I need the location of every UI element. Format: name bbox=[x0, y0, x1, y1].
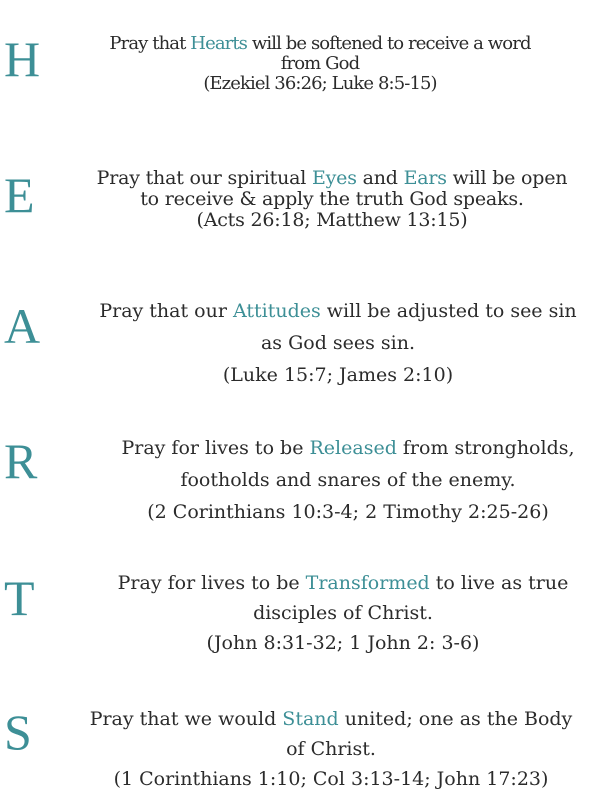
prayer-text-part: will be adjusted to see sin bbox=[320, 300, 577, 322]
prayer-text-part: to live as true bbox=[429, 572, 569, 594]
highlight-word: Ears bbox=[403, 167, 447, 189]
scripture-reference: (2 Corinthians 10:3-4; 2 Timothy 2:25-26) bbox=[147, 501, 549, 523]
scripture-reference: (Ezekiel 36:26; Luke 8:5-15) bbox=[203, 73, 437, 94]
prayer-line-2: as God sees sin. bbox=[260, 332, 416, 354]
prayer-text-part: will be softened to receive a word bbox=[247, 33, 531, 54]
scripture-reference: (John 8:31-32; 1 John 2: 3-6) bbox=[206, 632, 480, 654]
prayer-text-part: Pray for lives to be bbox=[121, 437, 310, 459]
highlight-word: Hearts bbox=[190, 33, 248, 54]
prayer-line-1 bbox=[88, 568, 598, 598]
prayer-line-1 bbox=[70, 34, 570, 54]
prayer-text bbox=[90, 432, 606, 528]
highlight-word: Released bbox=[309, 437, 397, 459]
prayer-text-part: Pray for lives to be bbox=[117, 572, 306, 594]
prayer-text-part: united; one as the Body bbox=[338, 708, 573, 730]
prayer-text bbox=[56, 704, 606, 794]
prayer-line-2: from God bbox=[280, 53, 360, 74]
acrostic-letter: S bbox=[4, 704, 32, 760]
acrostic-letter: H bbox=[4, 31, 41, 87]
highlight-word: Eyes bbox=[311, 167, 357, 189]
prayer-text-part: and bbox=[356, 167, 404, 189]
prayer-text-part: Pray that our bbox=[99, 300, 233, 322]
prayer-text-part: Pray that our spiritual bbox=[96, 167, 312, 189]
acrostic-letter: A bbox=[4, 298, 41, 354]
prayer-line-1 bbox=[68, 295, 606, 327]
prayer-line-2: footholds and snares of the enemy. bbox=[180, 469, 516, 491]
acrostic-letter: T bbox=[4, 570, 35, 626]
prayer-text bbox=[62, 168, 602, 231]
prayer-text-part: from strongholds, bbox=[396, 437, 575, 459]
highlight-word: Stand bbox=[282, 708, 339, 730]
prayer-line-1 bbox=[90, 432, 606, 464]
prayer-text bbox=[68, 295, 606, 391]
prayer-text-part: will be open bbox=[446, 167, 568, 189]
prayer-line-2: disciples of Christ. bbox=[253, 602, 433, 624]
prayer-text-part: Pray that bbox=[109, 33, 191, 54]
highlight-word: Transformed bbox=[305, 572, 430, 594]
prayer-line-2: of Christ. bbox=[286, 738, 376, 760]
prayer-text bbox=[88, 568, 598, 658]
prayer-line-1 bbox=[56, 704, 606, 734]
acrostic-letter: R bbox=[4, 433, 38, 489]
scripture-reference: (Luke 15:7; James 2:10) bbox=[222, 364, 454, 386]
scripture-reference: (1 Corinthians 1:10; Col 3:13-14; John 17:23) bbox=[113, 768, 549, 790]
scripture-reference: (Acts 26:18; Matthew 13:15) bbox=[196, 209, 468, 231]
prayer-line-1 bbox=[62, 168, 602, 189]
prayer-line-2: to receive & apply the truth God speaks. bbox=[140, 188, 524, 210]
highlight-word: Attitudes bbox=[232, 300, 321, 322]
acrostic-letter: E bbox=[4, 167, 35, 223]
prayer-text bbox=[70, 34, 570, 94]
prayer-text-part: Pray that we would bbox=[89, 708, 283, 730]
